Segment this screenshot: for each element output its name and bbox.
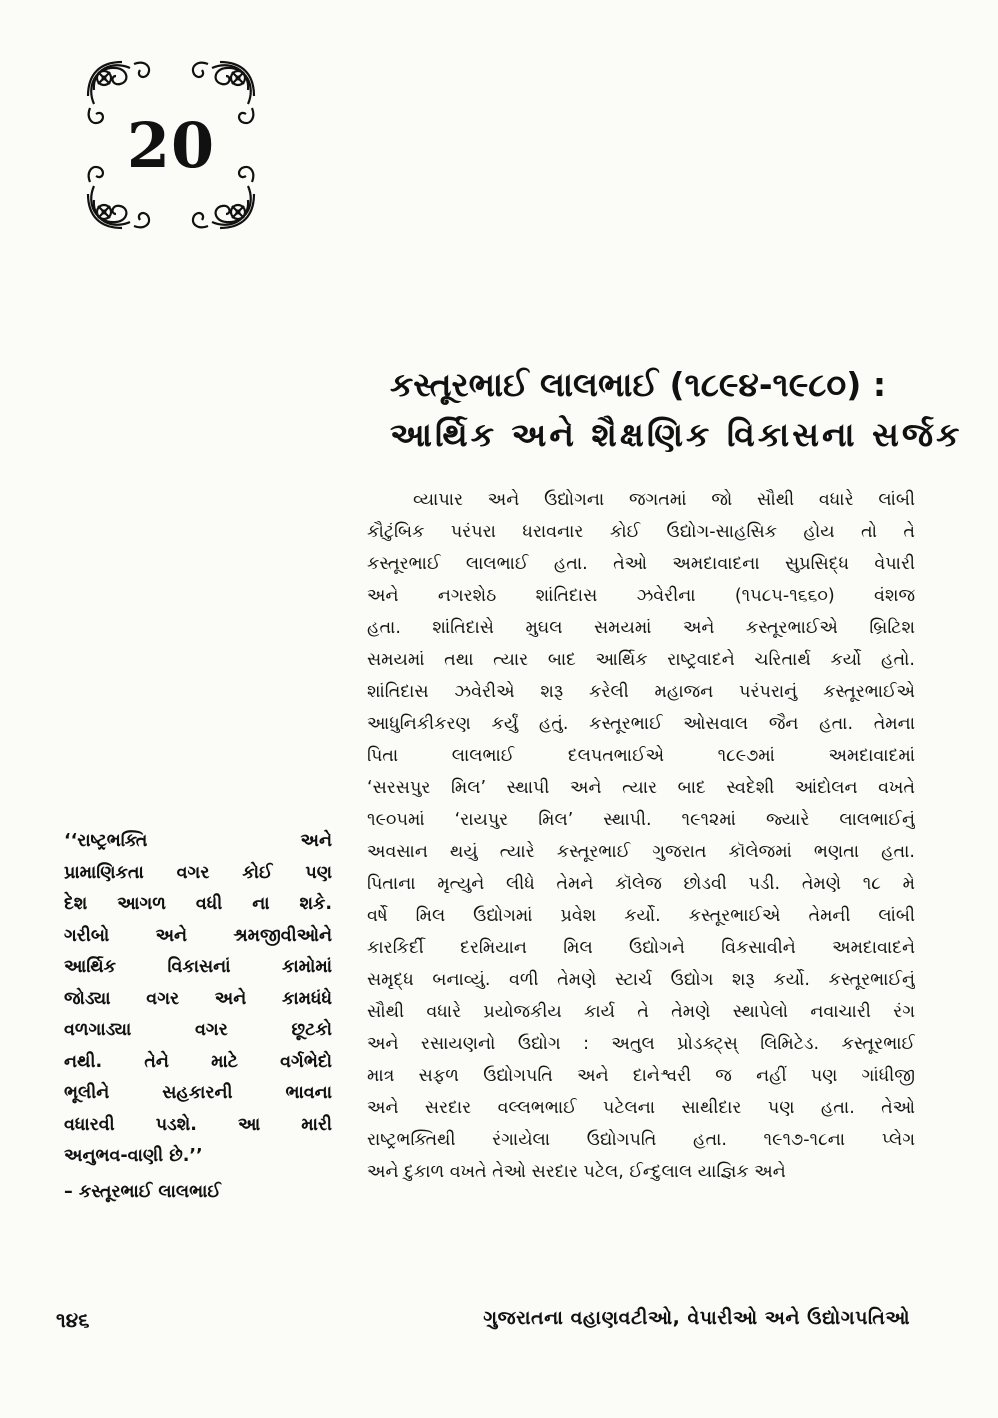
quote-line: વળગાડ્યા વગર છૂટકો (64, 1020, 332, 1040)
body-line: વ્યાપાર અને ઉદ્યોગના જગતમાં જો સૌથી વધારે લાંબી (413, 490, 915, 510)
body-line: સૌથી વધારે પ્રયોજકીય કાર્ય તે તેમણે સ્થાપેલો નવાચારી રંગ (367, 1002, 915, 1022)
body-line: અવસાન થયું ત્યારે કસ્તૂરભાઈ ગુજરાત કૉલેજમાં ભણતા હતા. (367, 842, 915, 862)
body-line: પિતા લાલભાઈ દલપતભાઈએ ૧૮૯૭માં અમદાવાદમાં (367, 746, 915, 766)
body-line: શાંતિદાસ ઝવેરીએ શરૂ કરેલી મહાજન પરંપરાનું કસ્તૂરભાઈએ (367, 682, 915, 702)
body-line: કૌટુંબિક પરંપરા ધરાવનાર કોઈ ઉદ્યોગ-સાહસિક હોય તો તે (367, 522, 915, 542)
body-line: પિતાના મૃત્યુને લીધે તેમને કૉલેજ છોડવી પડી. તેમણે ૧૮ મે (367, 874, 915, 894)
page-number: ૧૪૬ (56, 1308, 90, 1332)
quote-text (64, 826, 332, 1173)
title-line-2: આર્થિક અને શૈક્ષણિક વિકાસના સર્જક (390, 415, 963, 454)
quote-line: આર્થિક વિકાસનાં કામોમાં (64, 957, 332, 977)
quote-attribution: – કસ્તૂરભાઈ લાલભાઈ (64, 1181, 221, 1202)
body-line: માત્ર સફળ ઉદ્યોગપતિ અને દાનેશ્વરી જ નહીં પણ ગાંધીજી (367, 1066, 915, 1086)
article-body (367, 484, 915, 1188)
body-line: રાષ્ટ્રભક્તિથી રંગાયેલા ઉદ્યોગપતિ હતા. ૧૯૧૭-૧૮ના પ્લેગ (367, 1130, 915, 1150)
chapter-ornament-frame (82, 56, 260, 234)
chapter-number: 20 (126, 108, 216, 182)
body-line: અને નગરશેઠ શાંતિદાસ ઝવેરીના (૧૫૮૫-૧૬૬૦) વંશજ (367, 586, 915, 606)
quote-line: વધારવી પડશે. આ મારી (64, 1114, 332, 1135)
quote-line: દેશ આગળ વધી ના શકે. (64, 894, 332, 914)
quote-line: ગરીબો અને શ્રમજીવીઓને (64, 925, 332, 946)
article-title (390, 360, 963, 460)
pull-quote (64, 826, 332, 1208)
quote-line: પ્રામાણિકતા વગર કોઈ પણ (64, 862, 332, 883)
body-line: સમયમાં તથા ત્યાર બાદ આર્થિક રાષ્ટ્રવાદને ચરિતાર્થ કર્યો હતો. (367, 650, 915, 670)
quote-line: ભૂલીને સહકારની ભાવના (64, 1083, 332, 1103)
body-line: કારકિર્દી દરમિયાન મિલ ઉદ્યોગને વિકસાવીને અમદાવાદને (367, 938, 915, 958)
body-line: ‘સરસપુર મિલ’ સ્થાપી અને ત્યાર બાદ સ્વદેશી આંદોલન વખતે (367, 778, 915, 798)
title-line-1: કસ્તૂરભાઈ લાલભાઈ (૧૮૯૪-૧૯૮૦) : (390, 365, 887, 404)
body-line: અને સરદાર વલ્લભભાઈ પટેલના સાથીદાર પણ હતા. તેઓ (367, 1098, 915, 1118)
body-line: સમૃદ્ધ બનાવ્યું. વળી તેમણે સ્ટાર્ચ ઉદ્યોગ શરૂ કર્યો. કસ્તૂરભાઈનું (367, 970, 915, 990)
body-line: અને રસાયણનો ઉદ્યોગ : અતુલ પ્રોડક્ટ્સ્ લિમિટેડ. કસ્તૂરભાઈ (367, 1034, 915, 1054)
body-line: ૧૯૦૫માં ‘રાયપુર મિલ’ સ્થાપી. ૧૯૧૨માં જ્યારે લાલભાઈનું (367, 810, 915, 830)
quote-line: જોડ્યા વગર અને કામધંધે (64, 988, 332, 1009)
quote-line: નથી. તેને માટે વર્ગભેદો (64, 1051, 332, 1072)
body-line: અને દુકાળ વખતે તેઓ સરદાર પટેલ, ઈન્દુલાલ યાજ્ઞિક અને (367, 1162, 786, 1182)
quote-line: ‘‘રાષ્ટ્રભક્તિ અને (64, 831, 332, 851)
body-line: કસ્તૂરભાઈ લાલભાઈ હતા. તેઓ અમદાવાદના સુપ્રસિદ્ધ વેપારી (367, 554, 915, 574)
body-line: આધુનિકીકરણ કર્યું હતું. કસ્તૂરભાઈ ઓસવાલ જૈન હતા. તેમના (367, 714, 915, 734)
quote-line: અનુભવ-વાણી છે.’’ (64, 1146, 203, 1166)
body-line: વર્ષે મિલ ઉદ્યોગમાં પ્રવેશ કર્યો. કસ્તૂરભાઈએ તેમની લાંબી (367, 906, 915, 926)
body-line: હતા. શાંતિદાસે મુઘલ સમયમાં અને કસ્તૂરભાઈએ બ્રિટિશ (367, 618, 915, 638)
running-footer-title: ગુજરાતના વહાણવટીઓ, વેપારીઓ અને ઉદ્યોગપતિઓ (483, 1307, 910, 1329)
